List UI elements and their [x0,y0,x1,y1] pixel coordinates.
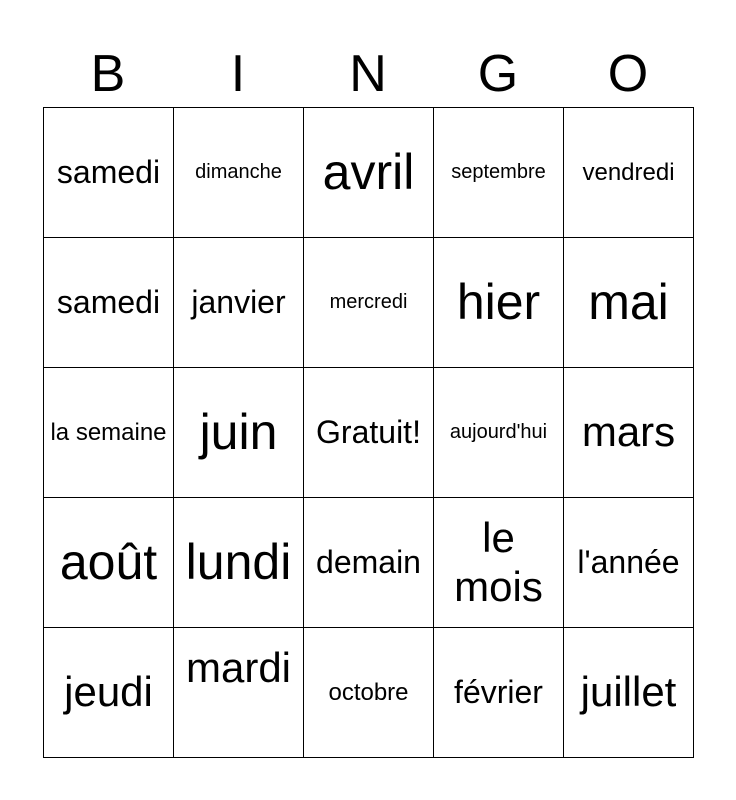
bingo-cell[interactable]: jeudi [44,628,174,758]
bingo-cell[interactable]: la semaine [44,368,174,498]
bingo-cell[interactable]: juillet [564,628,694,758]
header-letter-o: O [607,45,649,103]
bingo-cell[interactable]: samedi [44,108,174,238]
bingo-cell[interactable]: lundi [174,498,304,628]
bingo-header [43,40,693,108]
bingo-cell[interactable]: dimanche [174,108,304,238]
header-letter-g: G [477,45,519,103]
bingo-cell[interactable]: demain [304,498,434,628]
header-letter-b: B [90,45,126,103]
header-letter-i: I [230,45,246,103]
bingo-cell[interactable]: mercredi [304,238,434,368]
bingo-cell[interactable]: septembre [434,108,564,238]
bingo-cell[interactable]: juin [174,368,304,498]
header-letter-n: N [349,45,387,103]
bingo-cell[interactable]: avril [304,108,434,238]
bingo-board [43,107,694,758]
bingo-cell[interactable]: mai [564,238,694,368]
bingo-cell[interactable]: vendredi [564,108,694,238]
bingo-cell[interactable]: le mois [434,498,564,628]
bingo-cell[interactable]: août [44,498,174,628]
bingo-cell[interactable]: mardi [174,628,304,758]
bingo-cell[interactable]: samedi [44,238,174,368]
bingo-cell[interactable]: l'année [564,498,694,628]
bingo-cell[interactable]: février [434,628,564,758]
bingo-cell[interactable]: octobre [304,628,434,758]
free-space-cell[interactable]: Gratuit! [304,368,434,498]
bingo-cell[interactable]: aujourd'hui [434,368,564,498]
bingo-cell[interactable]: janvier [174,238,304,368]
bingo-cell[interactable]: mars [564,368,694,498]
bingo-cell[interactable]: hier [434,238,564,368]
